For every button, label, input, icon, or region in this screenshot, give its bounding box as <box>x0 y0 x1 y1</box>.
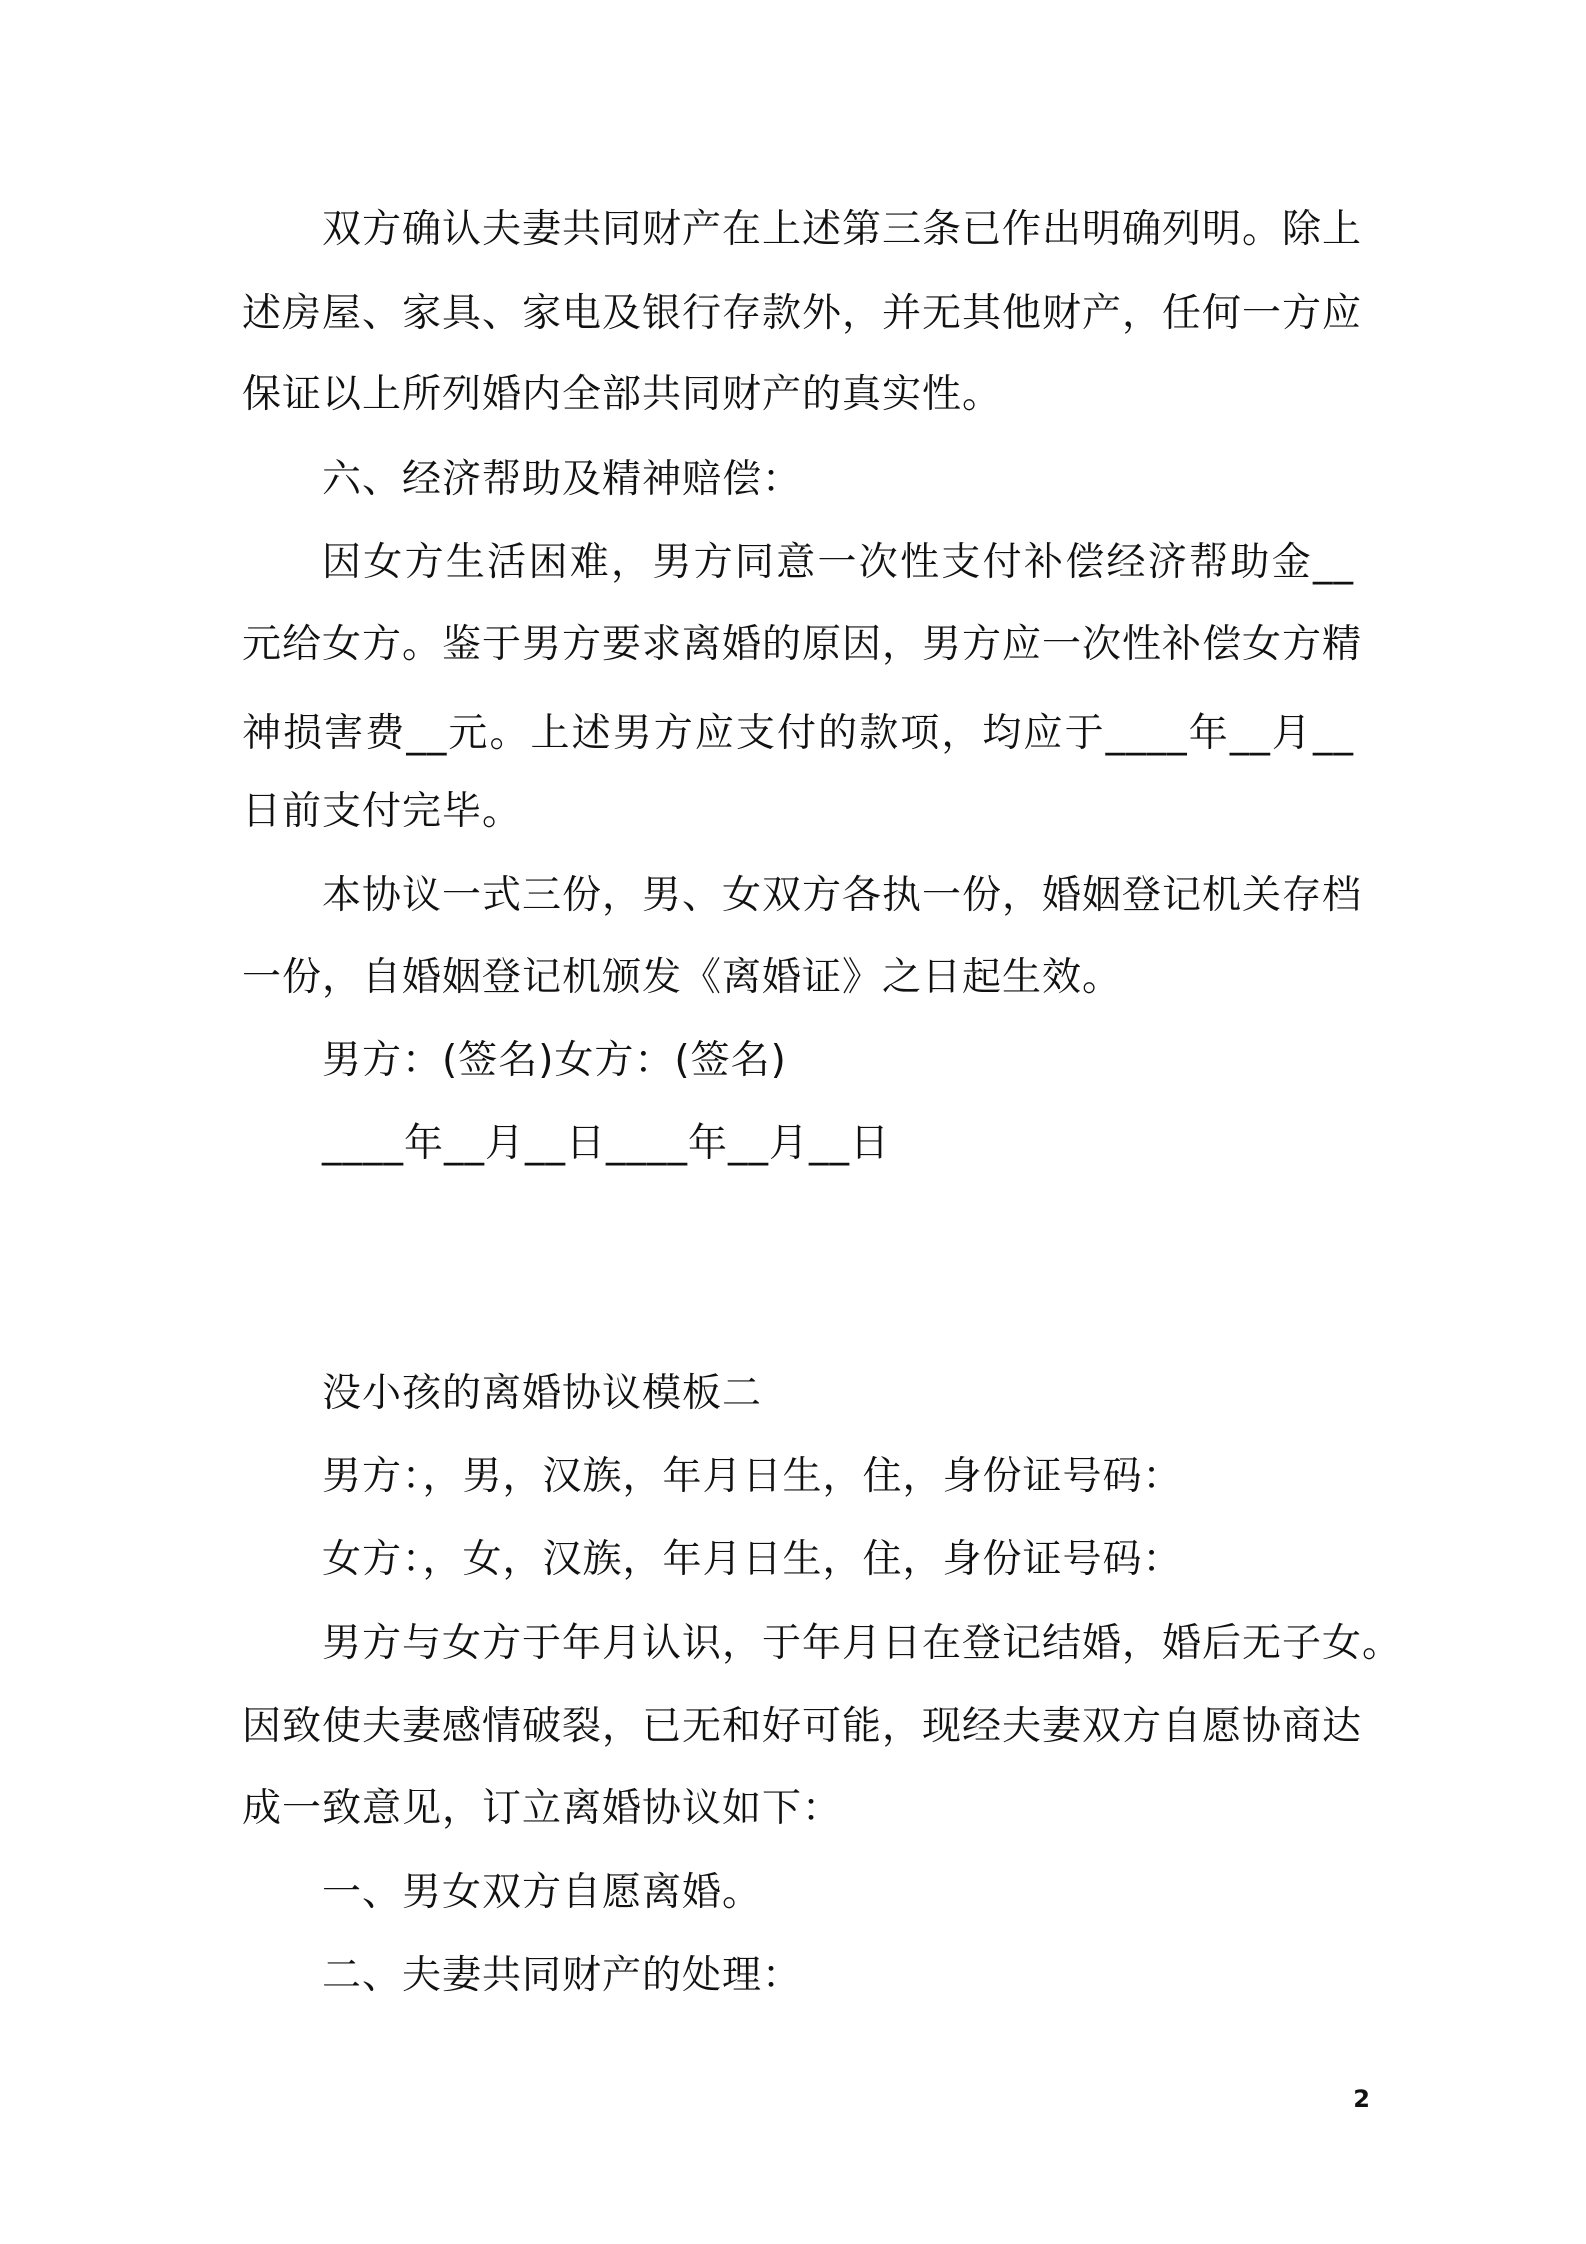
paragraph-line: 一份，自婚姻登记机颁发《离婚证》之日起生效。 <box>242 955 1123 1000</box>
date-line: ____年__月__日____年__月__日 <box>322 1121 891 1166</box>
section-heading: 二、夫妻共同财产的处理： <box>322 1953 803 1998</box>
paragraph-line: 保证以上所列婚内全部共同财产的真实性。 <box>242 372 1003 417</box>
paragraph-line: 日前支付完毕。 <box>242 789 523 834</box>
document-title: 没小孩的离婚协议模板二 <box>322 1371 763 1416</box>
paragraph-line: 因致使夫妻感情破裂，已无和好可能，现经夫妻双方自愿协商达 <box>242 1704 1363 1749</box>
paragraph-line: 双方确认夫妻共同财产在上述第三条已作出明确列明。除上 <box>322 207 1363 252</box>
paragraph-line: 成一致意见，订立离婚协议如下： <box>242 1786 843 1831</box>
party-info-line: 男方：，男，汉族，年月日生，住，身份证号码： <box>322 1454 1183 1499</box>
paragraph-line: 男方与女方于年月认识，于年月日在登记结婚，婚后无子女。 <box>322 1621 1403 1666</box>
page-number: 2 <box>1353 2085 1370 2113</box>
paragraph-line: 神损害费__元。上述男方应支付的款项，均应于____年__月__ <box>242 711 1354 756</box>
paragraph-line: 述房屋、家具、家电及银行存款外，并无其他财产，任何一方应 <box>242 291 1363 336</box>
paragraph-line: 因女方生活困难，男方同意一次性支付补偿经济帮助金__ <box>322 540 1354 585</box>
paragraph-line: 本协议一式三份，男、女双方各执一份，婚姻登记机关存档 <box>322 873 1363 918</box>
signature-line: 男方：(签名)女方：(签名) <box>322 1038 787 1083</box>
section-heading: 一、男女双方自愿离婚。 <box>322 1870 763 1915</box>
paragraph-line: 元给女方。鉴于男方要求离婚的原因，男方应一次性补偿女方精 <box>242 622 1363 667</box>
party-info-line: 女方：，女，汉族，年月日生，住，身份证号码： <box>322 1537 1183 1582</box>
section-heading: 六、经济帮助及精神赔偿： <box>322 457 803 502</box>
